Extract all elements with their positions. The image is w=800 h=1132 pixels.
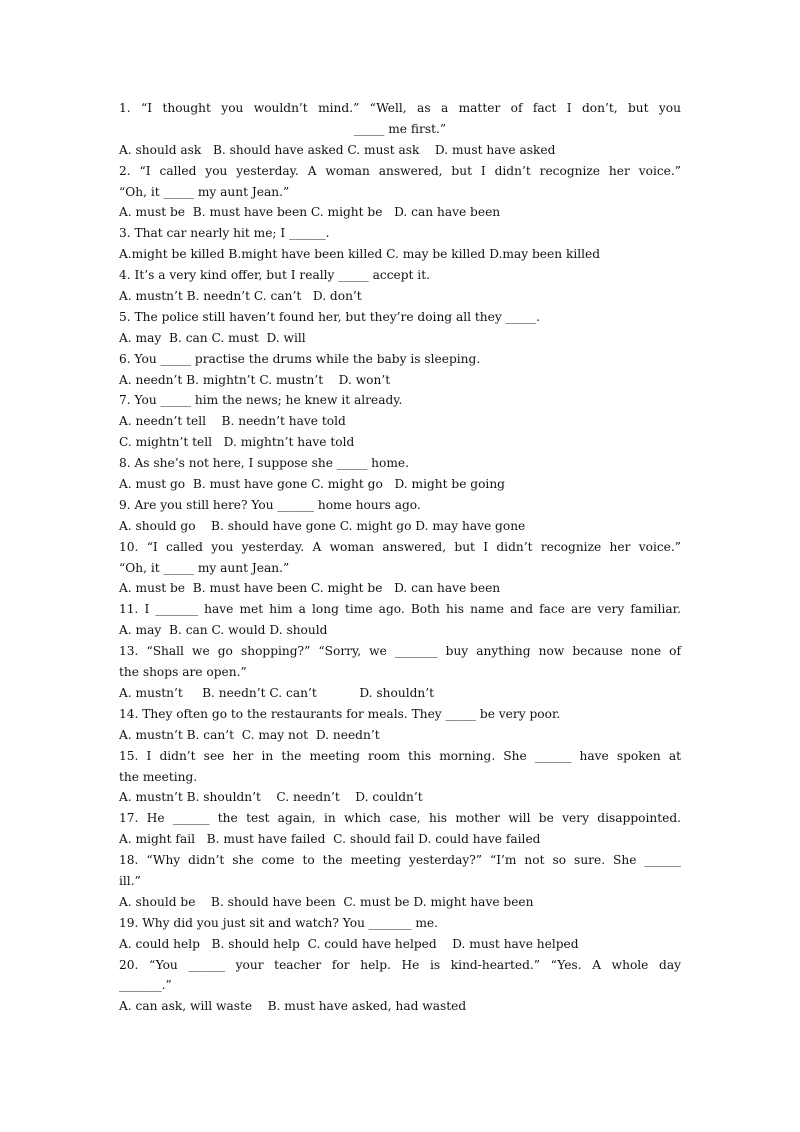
text-line: 15. I didn’t see her in the meeting room this morning. She ______ have spoken at — [119, 748, 681, 763]
text-line: A. must be B. must have been C. might be D. can have been — [119, 581, 501, 596]
text-line: 1. “I thought you wouldn’t mind.” “Well, as a matter of fact I don’t, but you — [119, 101, 681, 115]
text-line: A. should be B. should have been C. must be D. might have been — [119, 894, 534, 909]
text-line: A. needn’t B. mightn’t C. mustn’t D. won’t — [119, 372, 391, 387]
text-line: 14. They often go to the restaurants for meals. They _____ be very poor. — [119, 706, 561, 721]
text-line: 7. You _____ him the news; he knew it already. — [119, 393, 403, 408]
text-line: A. may B. can C. would D. should — [119, 623, 328, 638]
text-line: 18. “Why didn’t she come to the meeting yesterday?” “I’m not so sure. She ______ — [119, 853, 681, 868]
text-line: A. mustn’t B. needn’t C. can’t D. don’t — [119, 289, 362, 304]
text-line: A. mustn’t B. shouldn’t C. needn’t D. couldn’t — [119, 790, 423, 805]
text-line: 2. “I called you yesterday. A woman answered, but I didn’t recognize her voice.” — [119, 163, 681, 178]
text-line: _____ me first.” — [353, 121, 447, 136]
text-line: 10. “I called you yesterday. A woman answered, but I didn’t recognize her voice.” — [119, 539, 681, 554]
text-line: 13. “Shall we go shopping?” “Sorry, we _______ buy anything now because none of — [119, 644, 681, 659]
text-line: A. mustn’t B. needn’t C. can’t D. shouldn’t — [119, 685, 435, 700]
text-line: 19. Why did you just sit and watch? You _______ me. — [119, 915, 438, 930]
text-line: 3. That car nearly hit me; I ______. — [119, 226, 330, 241]
text-line: A.might be killed B.might have been killed C. may be killed D.may been killed — [119, 247, 601, 262]
text-line: 11. I _______ have met him a long time ago. Both his name and face are very familiar. — [119, 602, 681, 617]
text-line: the meeting. — [119, 769, 198, 784]
text-line: A. might fail B. must have failed C. should fail D. could have failed — [119, 832, 541, 847]
text-line: A. mustn’t B. can’t C. may not D. needn’t — [119, 727, 380, 742]
text-line: A. should ask B. should have asked C. must ask D. must have asked — [119, 142, 556, 157]
text-line: A. may B. can C. must D. will — [119, 330, 306, 345]
text-line: A. can ask, will waste B. must have asked, had wasted — [119, 999, 467, 1014]
text-line: “Oh, it _____ my aunt Jean.” — [119, 560, 290, 575]
text-line: C. mightn’t tell D. mightn’t have told — [119, 435, 355, 450]
text-line: 4. It’s a very kind offer, but I really _____ accept it. — [119, 268, 430, 283]
text-line: 8. As she’s not here, I suppose she _____ home. — [119, 456, 409, 471]
text-line: ill.” — [119, 873, 141, 888]
text-line: A. must go B. must have gone C. might go D. might be going — [119, 477, 505, 492]
text-line: A. must be B. must have been C. might be D. can have been — [119, 205, 501, 220]
text-line: 5. The police still haven’t found her, but they’re doing all they _____. — [119, 309, 540, 324]
text-line: 9. Are you still here? You ______ home hours ago. — [119, 497, 421, 512]
text-line: 20. “You ______ your teacher for help. He is kind-hearted.” “Yes. A whole day — [119, 957, 681, 972]
text-line: A. needn’t tell B. needn’t have told — [119, 414, 346, 429]
text-line: A. could help B. should help C. could have helped D. must have helped — [119, 936, 579, 951]
text-line: A. should go B. should have gone C. might go D. may have gone — [119, 518, 526, 533]
text-line: 17. He ______ the test again, in which case, his mother will be very disappointed. — [119, 811, 681, 826]
text-line: 6. You _____ practise the drums while the baby is sleeping. — [119, 351, 481, 366]
exercise-text — [119, 98, 681, 1017]
text-line: _______.” — [119, 978, 172, 993]
text-line: “Oh, it _____ my aunt Jean.” — [119, 184, 290, 199]
text-line: the shops are open.” — [119, 665, 247, 680]
